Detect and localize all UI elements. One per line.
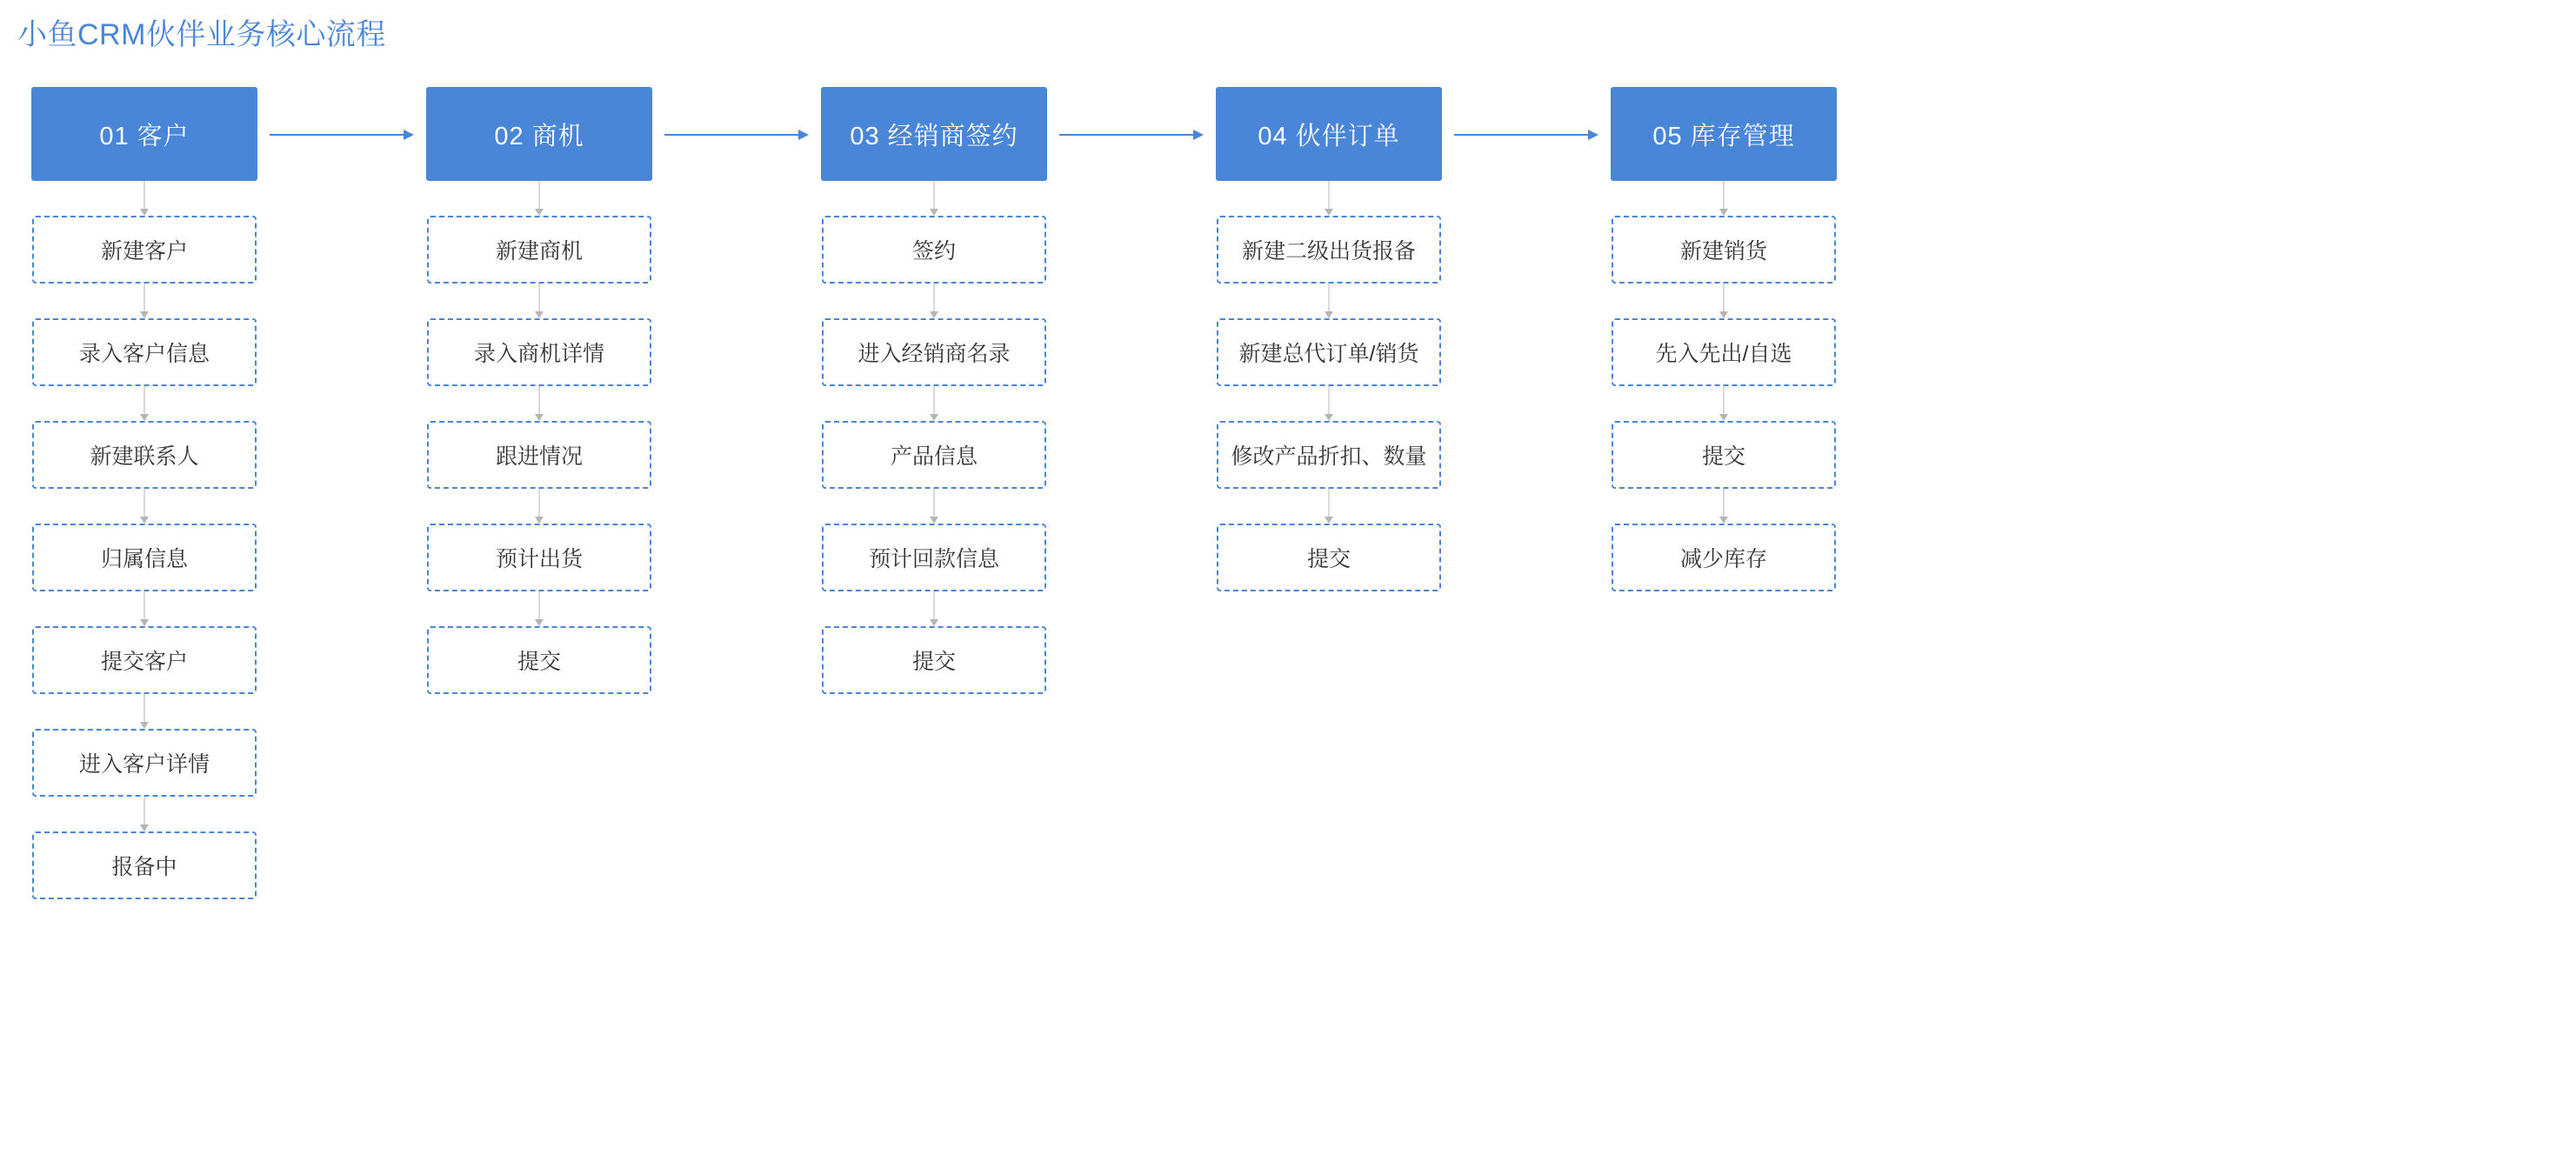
- flow-column-3: [821, 87, 1047, 694]
- down-arrow-icon: [1328, 181, 1330, 216]
- down-arrow-icon: [538, 386, 540, 421]
- flow-node[interactable]: 新建联系人: [32, 421, 257, 489]
- flow-node[interactable]: 提交客户: [32, 626, 257, 694]
- down-arrow-icon: [1723, 489, 1725, 524]
- down-arrow-icon: [1328, 489, 1330, 524]
- flow-node[interactable]: 录入商机详情: [427, 318, 651, 386]
- flow-column-1: [31, 87, 257, 899]
- right-arrow-icon: [1454, 134, 1598, 136]
- flow-node[interactable]: 报备中: [32, 831, 257, 899]
- flow-node[interactable]: 预计回款信息: [822, 524, 1046, 591]
- flow-node[interactable]: 提交: [427, 626, 651, 694]
- arrow-line: [1454, 134, 1588, 136]
- down-arrow-icon: [143, 489, 145, 524]
- flow-node[interactable]: 修改产品折扣、数量: [1217, 421, 1441, 489]
- arrow-line: [270, 134, 404, 136]
- flow-node[interactable]: 新建总代订单/销货: [1217, 318, 1441, 386]
- down-arrow-icon: [1723, 181, 1725, 216]
- down-arrow-icon: [143, 181, 145, 216]
- down-arrow-icon: [1328, 284, 1330, 318]
- arrow-line: [664, 134, 798, 136]
- down-arrow-icon: [1723, 386, 1725, 421]
- down-arrow-icon: [538, 591, 540, 626]
- down-arrow-icon: [538, 489, 540, 524]
- column-header-5[interactable]: 05 库存管理: [1611, 87, 1837, 181]
- right-arrow-icon: [270, 134, 414, 136]
- flow-node[interactable]: 新建客户: [32, 216, 257, 284]
- flow-node[interactable]: 提交: [822, 626, 1046, 694]
- arrow-line: [1059, 134, 1193, 136]
- down-arrow-icon: [933, 489, 935, 524]
- arrow-head: [798, 130, 809, 140]
- flow-node[interactable]: 新建二级出货报备: [1217, 216, 1441, 284]
- arrow-head: [404, 130, 414, 140]
- down-arrow-icon: [933, 284, 935, 318]
- column-header-4[interactable]: 04 伙伴订单: [1216, 87, 1442, 181]
- down-arrow-icon: [933, 386, 935, 421]
- arrow-head: [1193, 130, 1204, 140]
- flow-node[interactable]: 签约: [822, 216, 1046, 284]
- flow-node[interactable]: 减少库存: [1612, 524, 1836, 591]
- down-arrow-icon: [933, 591, 935, 626]
- down-arrow-icon: [1723, 284, 1725, 318]
- right-arrow-icon: [1059, 134, 1204, 136]
- flow-node[interactable]: 新建商机: [427, 216, 651, 284]
- flow-node[interactable]: 先入先出/自选: [1612, 318, 1836, 386]
- down-arrow-icon: [143, 386, 145, 421]
- flow-node[interactable]: 归属信息: [32, 524, 257, 591]
- flow-node[interactable]: 提交: [1217, 524, 1441, 591]
- column-header-2[interactable]: 02 商机: [426, 87, 652, 181]
- flow-node[interactable]: 录入客户信息: [32, 318, 257, 386]
- flow-diagram: [0, 87, 2576, 1131]
- flow-node[interactable]: 新建销货: [1612, 216, 1836, 284]
- arrow-head: [1588, 130, 1598, 140]
- flow-node[interactable]: 提交: [1612, 421, 1836, 489]
- down-arrow-icon: [143, 284, 145, 318]
- down-arrow-icon: [538, 284, 540, 318]
- flow-node[interactable]: 进入客户详情: [32, 729, 257, 797]
- column-header-3[interactable]: 03 经销商签约: [821, 87, 1047, 181]
- flow-node[interactable]: 跟进情况: [427, 421, 651, 489]
- down-arrow-icon: [143, 694, 145, 729]
- flow-node[interactable]: 产品信息: [822, 421, 1046, 489]
- down-arrow-icon: [1328, 386, 1330, 421]
- flow-column-2: [426, 87, 652, 694]
- right-arrow-icon: [664, 134, 809, 136]
- flow-column-4: [1216, 87, 1442, 591]
- flow-column-5: [1611, 87, 1837, 591]
- page-title: 小鱼CRM伙伴业务核心流程: [17, 18, 386, 51]
- down-arrow-icon: [143, 591, 145, 626]
- column-header-1[interactable]: 01 客户: [31, 87, 257, 181]
- down-arrow-icon: [143, 797, 145, 831]
- down-arrow-icon: [933, 181, 935, 216]
- flow-node[interactable]: 预计出货: [427, 524, 651, 591]
- flow-node[interactable]: 进入经销商名录: [822, 318, 1046, 386]
- down-arrow-icon: [538, 181, 540, 216]
